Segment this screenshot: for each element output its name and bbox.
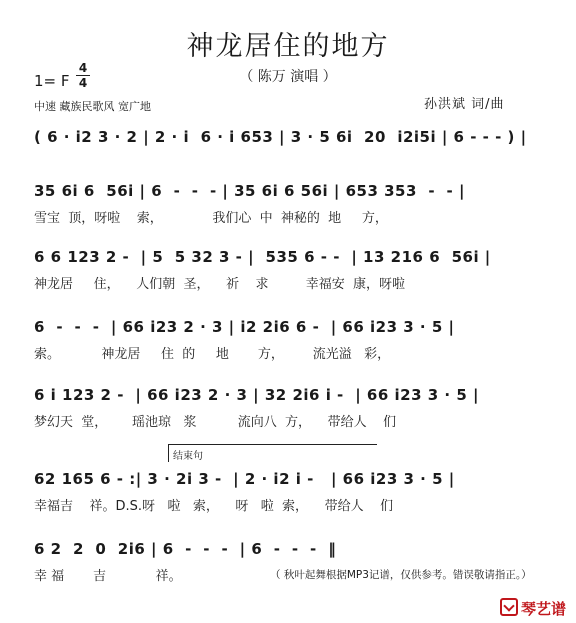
score-row-4: [34, 314, 558, 374]
lyrics-line: 幸 福 吉 祥。: [34, 569, 182, 584]
score-row-7: [34, 536, 558, 596]
song-title: 神龙居住的地方: [186, 31, 390, 62]
ending-label: 结束句: [168, 444, 377, 462]
time-signature-top: 4: [78, 61, 88, 75]
lyrics-line: 神龙居 住， 人们朝 圣， 祈 求 幸福安 康，呀啦: [34, 277, 405, 292]
notation-line: ( 6 · i2 3 · 2 | 2 · i 6 · i 653 | 3 · 5 6i 20 i2i5i | 6 - - - ) |: [34, 128, 527, 146]
score-row-3: [34, 244, 558, 304]
time-signature: [76, 62, 90, 89]
notation-line: 6 2 2 0 2i6 | 6 - - - | 6 - - - ‖: [34, 540, 337, 558]
lyrics-line: 雪宝 顶，呀啦 索， 我们心 中 神秘的 地 方，: [34, 211, 388, 226]
notation-line: 6 - - - | 66 i23 2 · 3 | i2 2i6 6 - | 66 i23 3 · 5 |: [34, 318, 455, 336]
score-row-5: [34, 382, 558, 442]
logo-text: 琴艺谱: [521, 600, 567, 618]
notation-line: 6 6 123 2 - | 5 5 32 3 - | 535 6 - - | 13 216 6 56i |: [34, 248, 491, 266]
notation-line: 35 6i 6 56i | 6 - - - | 35 6i 6 56i | 653 353 - - |: [34, 182, 465, 200]
notation-line: 6 i 123 2 - | 66 i23 2 · 3 | 32 2i6 i - | 66 i23 3 · 5 |: [34, 386, 479, 404]
performer-line: （ 陈万 演唱 ）: [239, 69, 337, 85]
lyrics-line: 梦幻天 堂， 瑶池琼 浆 流向八 方， 带给人 们: [34, 415, 397, 430]
score-row-6: [34, 466, 558, 526]
key-signature: 1= F: [34, 72, 70, 90]
transcription-note: （ 秋叶起舞根据MP3记谱，仅供参考。错误敬请指正。）: [270, 569, 532, 581]
lyrics-line: 索。 神龙居 住 的 地 方， 流光溢 彩，: [34, 347, 391, 362]
site-logo: [500, 598, 566, 619]
lyrics-line: [34, 154, 558, 176]
score-row-2: [34, 178, 558, 238]
time-signature-bottom: 4: [78, 76, 88, 90]
lyrics-line: 幸福吉 祥。D.S.呀 啦 索， 呀 啦 索， 带给人 们: [34, 499, 394, 514]
notation-line: 62 165 6 - :| 3 · 2i 3 - | 2 · i2 i - | 66 i23 3 · 5 |: [34, 470, 455, 488]
score-row-1: [34, 124, 558, 184]
composer-credit: 孙洪斌 词/曲: [424, 97, 505, 112]
tempo-style: 中速 藏族民歌风 宽广地: [34, 100, 151, 113]
logo-icon: [500, 598, 518, 616]
